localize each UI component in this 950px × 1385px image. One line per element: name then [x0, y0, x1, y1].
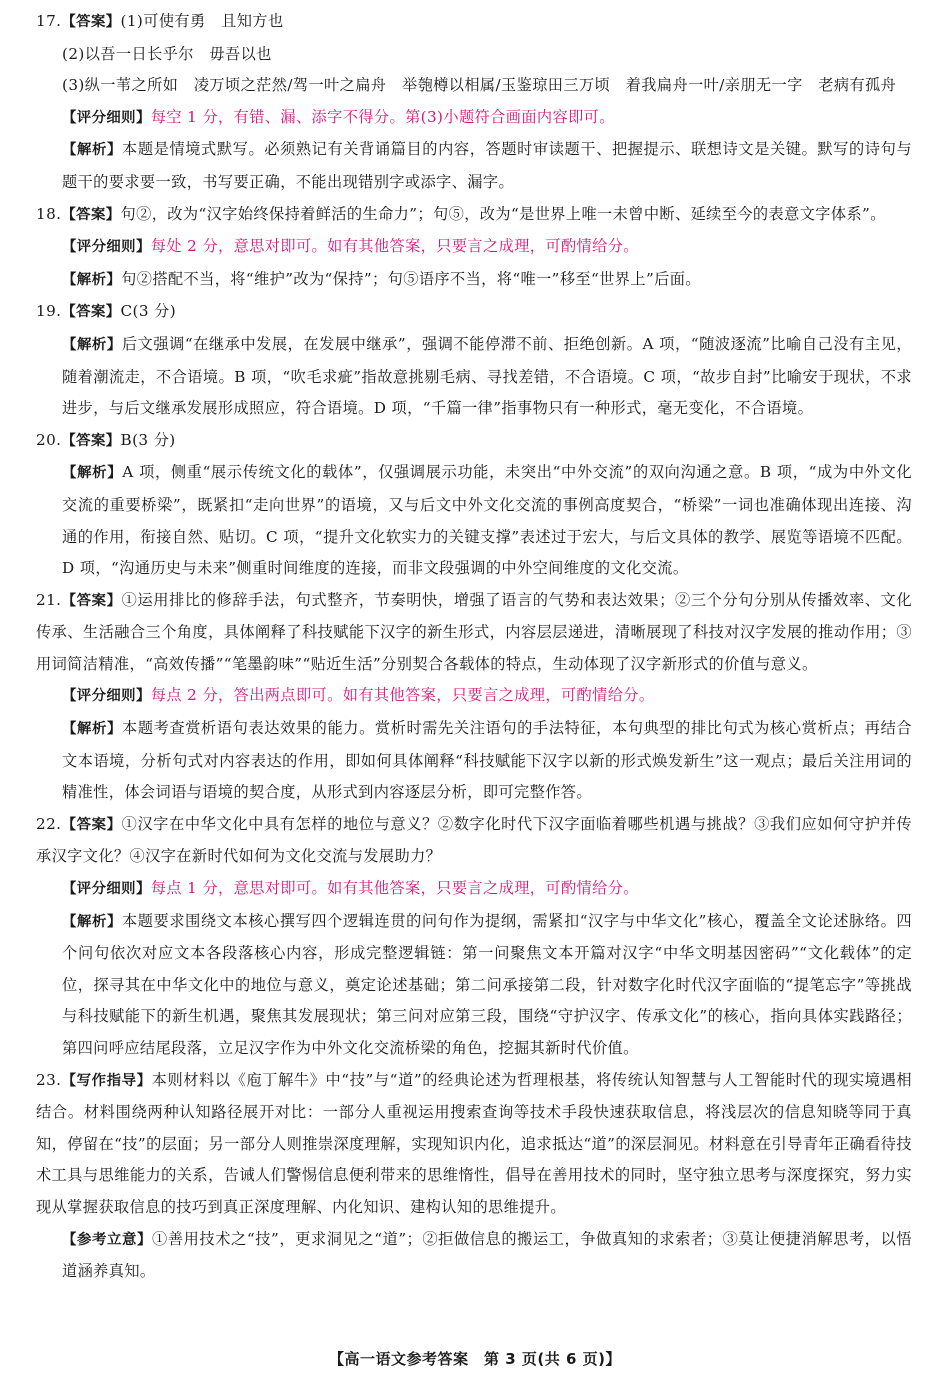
- section-tag: 【参考立意】: [62, 1231, 153, 1248]
- question-block: [36, 425, 912, 585]
- scoring-rule-text: 每空 1 分，有错、漏、添字不得分。第(3)小题符合画面内容即可。: [150, 107, 615, 126]
- answer-text: 本题是情境式默写。必须熟记有关背诵篇目的内容，答题时审读题干、把握提示、联想诗文是关键。默写的诗句与题干的要求要一致，书写要正确，不能出现错别字或添字、漏字。: [62, 140, 912, 191]
- section-tag: 【解析】: [62, 465, 123, 482]
- answer-paragraph: [36, 199, 912, 232]
- answer-text: 句②搭配不当，将“维护”改为“保持”；句⑤语序不当，将“唯一”移至“世界上”后面。: [121, 269, 701, 288]
- question-block: [36, 585, 912, 809]
- answer-text: 后文强调“在继承中发展，在发展中继承”，强调不能停滞不前、拒绝创新。A 项，“随波逐流”比喻自己没有主见，随着潮流走，不合语境。B 项，“吹毛求疵”指故意挑剔毛病、寻找差错，不合语境。C 项，“故步自封”比喻安于现状，不求进步，与后文继承发展形成照应，符合语境。D 项，“千篇一律”指事物只有一种形式，毫无变化，不合语境。: [62, 334, 912, 418]
- answer-paragraph: [36, 585, 912, 681]
- question-block: [36, 1065, 912, 1288]
- answer-paragraph: [36, 264, 912, 297]
- section-tag: 【答案】: [61, 304, 121, 321]
- answer-text: (1)可使有勇 且知方也: [120, 12, 284, 30]
- answer-paragraph: [36, 906, 912, 1065]
- answer-text: ①运用排比的修辞手法，句式整齐，节奏明快，增强了语言的气势和表达效果；②三个分句分别从传播效率、文化传承、生活融合三个角度，具体阐释了科技赋能下汉字的新生形式，内容层层递进，清晰展现了科技对汉字发展的推动作用；③用词简洁精准，“高效传播”“笔墨韵味”“贴近生活”分别契合各载体的特点，生动体现了汉字新形式的价值与意义。: [36, 590, 913, 673]
- answer-paragraph: [36, 39, 912, 71]
- scoring-rule-text: 每处 2 分，意思对即可。如有其他答案，只要言之成理，可酌情给分。: [150, 237, 639, 256]
- question-number: 20.: [36, 430, 62, 449]
- answer-paragraph: [36, 102, 912, 135]
- answer-text: 句②，改为“汉字始终保持着鲜活的生命力”；句⑤，改为“是世界上唯一未曾中断、延续至今的表意文字体系”。: [120, 204, 886, 223]
- question-number: 23.: [36, 1070, 62, 1089]
- answer-text: ①善用技术之“技”，更求洞见之“道”；②拒做信息的搬运工，争做真知的求索者；③莫让便捷消解思考，以悟道涵养真知。: [62, 1229, 912, 1281]
- answer-text: 本题考查赏析语句表达效果的能力。赏析时需先关注语句的手法特征，本句典型的排比句式为核心赏析点；再结合文本语境，分析句式对内容表达的作用，即如何具体阐释“科技赋能下汉字以新的形式焕发新生”这一观点；最后关注用词的精准性，体会词语与语境的契合度，从形式到内容逐层分析，即可完整作答。: [62, 719, 912, 802]
- question-block: [36, 296, 912, 424]
- page-footer: 【高一语文参考答案 第 3 页(共 6 页)】: [329, 1350, 621, 1368]
- answer-content: [36, 6, 912, 1288]
- question-number: 17.: [36, 12, 62, 30]
- question-number: 21.: [36, 590, 62, 609]
- section-tag: 【评分细则】: [62, 109, 151, 126]
- section-tag: 【解析】: [62, 336, 122, 353]
- answer-text: B(3 分): [120, 430, 176, 449]
- section-tag: 【答案】: [61, 14, 121, 30]
- answer-text: (3)纵一苇之所如 凌万顷之茫然/驾一叶之扁舟 举匏樽以相属/玉鉴琼田三万顷 着我扁舟一叶/亲朋无一字 老病有孤舟: [62, 76, 897, 95]
- answer-paragraph: [36, 329, 912, 425]
- section-tag: 【解析】: [62, 271, 122, 288]
- scoring-rule-text: 每点 1 分，意思对即可。如有其他答案，只要言之成理，可酌情给分。: [150, 879, 639, 898]
- section-tag: 【答案】: [61, 592, 122, 609]
- answer-paragraph: [36, 1065, 912, 1224]
- answer-paragraph: [36, 134, 912, 198]
- question-block: [36, 6, 912, 199]
- section-tag: 【答案】: [61, 816, 122, 833]
- question-block: [36, 809, 912, 1065]
- question-block: [36, 199, 912, 297]
- section-tag: 【解析】: [62, 142, 123, 159]
- answer-paragraph: [36, 1224, 912, 1288]
- section-tag: 【评分细则】: [62, 881, 151, 898]
- answer-paragraph: [36, 231, 912, 264]
- section-tag: 【解析】: [62, 913, 122, 930]
- question-number: 18.: [36, 204, 62, 223]
- section-tag: 【评分细则】: [62, 239, 151, 256]
- answer-text: C(3 分): [120, 302, 177, 321]
- answer-paragraph: [36, 70, 912, 102]
- question-number: 19.: [36, 302, 62, 321]
- section-tag: 【评分细则】: [62, 688, 151, 705]
- section-tag: 【解析】: [62, 721, 123, 738]
- answer-paragraph: [36, 713, 912, 809]
- answer-text: ①汉字在中华文化中具有怎样的地位与意义？②数字化时代下汉字面临着哪些机遇与挑战？③我们应如何守护并传承汉字文化？④汉字在新时代如何为文化交流与发展助力？: [36, 814, 913, 866]
- answer-text: (2)以吾一日长乎尔 毋吾以也: [62, 44, 272, 63]
- answer-paragraph: [36, 809, 912, 873]
- answer-paragraph: [36, 425, 912, 458]
- answer-text: 本题要求围绕文本核心撰写四个逻辑连贯的问句作为提纲，需紧扣“汉字与中华文化”核心，覆盖全文论述脉络。四个问句依次对应文本各段落核心内容，形成完整逻辑链：第一问聚焦文本开篇对汉字“中华文明基因密码”“文化载体”的定位，探寻其在中华文化中的地位与意义，奠定论述基础；第二问承接第二段，针对数字化时代汉字面临的“提笔忘字”等挑战与科技赋能下的新生机遇，聚焦其发展现状；第三问对应第三段，围绕“守护汉字、传承文化”的核心，指向具体实践路径；第四问呼应结尾段落，立足汉字作为中外文化交流桥梁的角色，挖掘其新时代价值。: [62, 911, 912, 1057]
- answer-paragraph: [36, 873, 912, 906]
- answer-paragraph: [36, 6, 912, 39]
- section-tag: 【答案】: [61, 206, 121, 223]
- answer-paragraph: [36, 680, 912, 713]
- section-tag: 【写作指导】: [61, 1072, 152, 1089]
- answer-text: A 项，侧重“展示传统文化的载体”，仅强调展示功能，未突出“中外交流”的双向沟通之意。B 项，“成为中外文化交流的重要桥梁”，既紧扣“走向世界”的语境，又与后文中外文化交流的事例高度契合，“桥梁”一词也准确体现出连接、沟通的作用，衔接自然、贴切。C 项，“提升文化软实力的关键支撑”表述过于宏大，与后文具体的教学、展览等语境不匹配。D 项，“沟通历史与未来”侧重时间维度的连接，而非文段强调的中外空间维度的文化交流。: [62, 463, 912, 578]
- scoring-rule-text: 每点 2 分，答出两点即可。如有其他答案，只要言之成理，可酌情给分。: [150, 686, 655, 705]
- section-tag: 【答案】: [61, 432, 121, 449]
- answer-paragraph: [36, 296, 912, 329]
- question-number: 22.: [36, 814, 62, 833]
- answer-text: 本则材料以《庖丁解牛》中“技”与“道”的经典论述为哲理根基，将传统认知智慧与人工智能时代的现实境遇相结合。材料围绕两种认知路径展开对比：一部分人重视运用搜索查询等技术手段快速获取信息，将浅层次的信息知晓等同于真知，停留在“技”的层面；另一部分人则推崇深度理解，实现知识内化，追求抵达“道”的深层洞见。材料意在引导青年正确看待技术工具与思维能力的关系，告诫人们警惕信息便利带来的思维惰性，倡导在善用技术的同时，坚守独立思考与深度探究，努力实现从掌握获取信息的技巧到真正深度理解、内化知识、建构认知的思维提升。: [36, 1070, 913, 1216]
- answer-paragraph: [36, 457, 912, 584]
